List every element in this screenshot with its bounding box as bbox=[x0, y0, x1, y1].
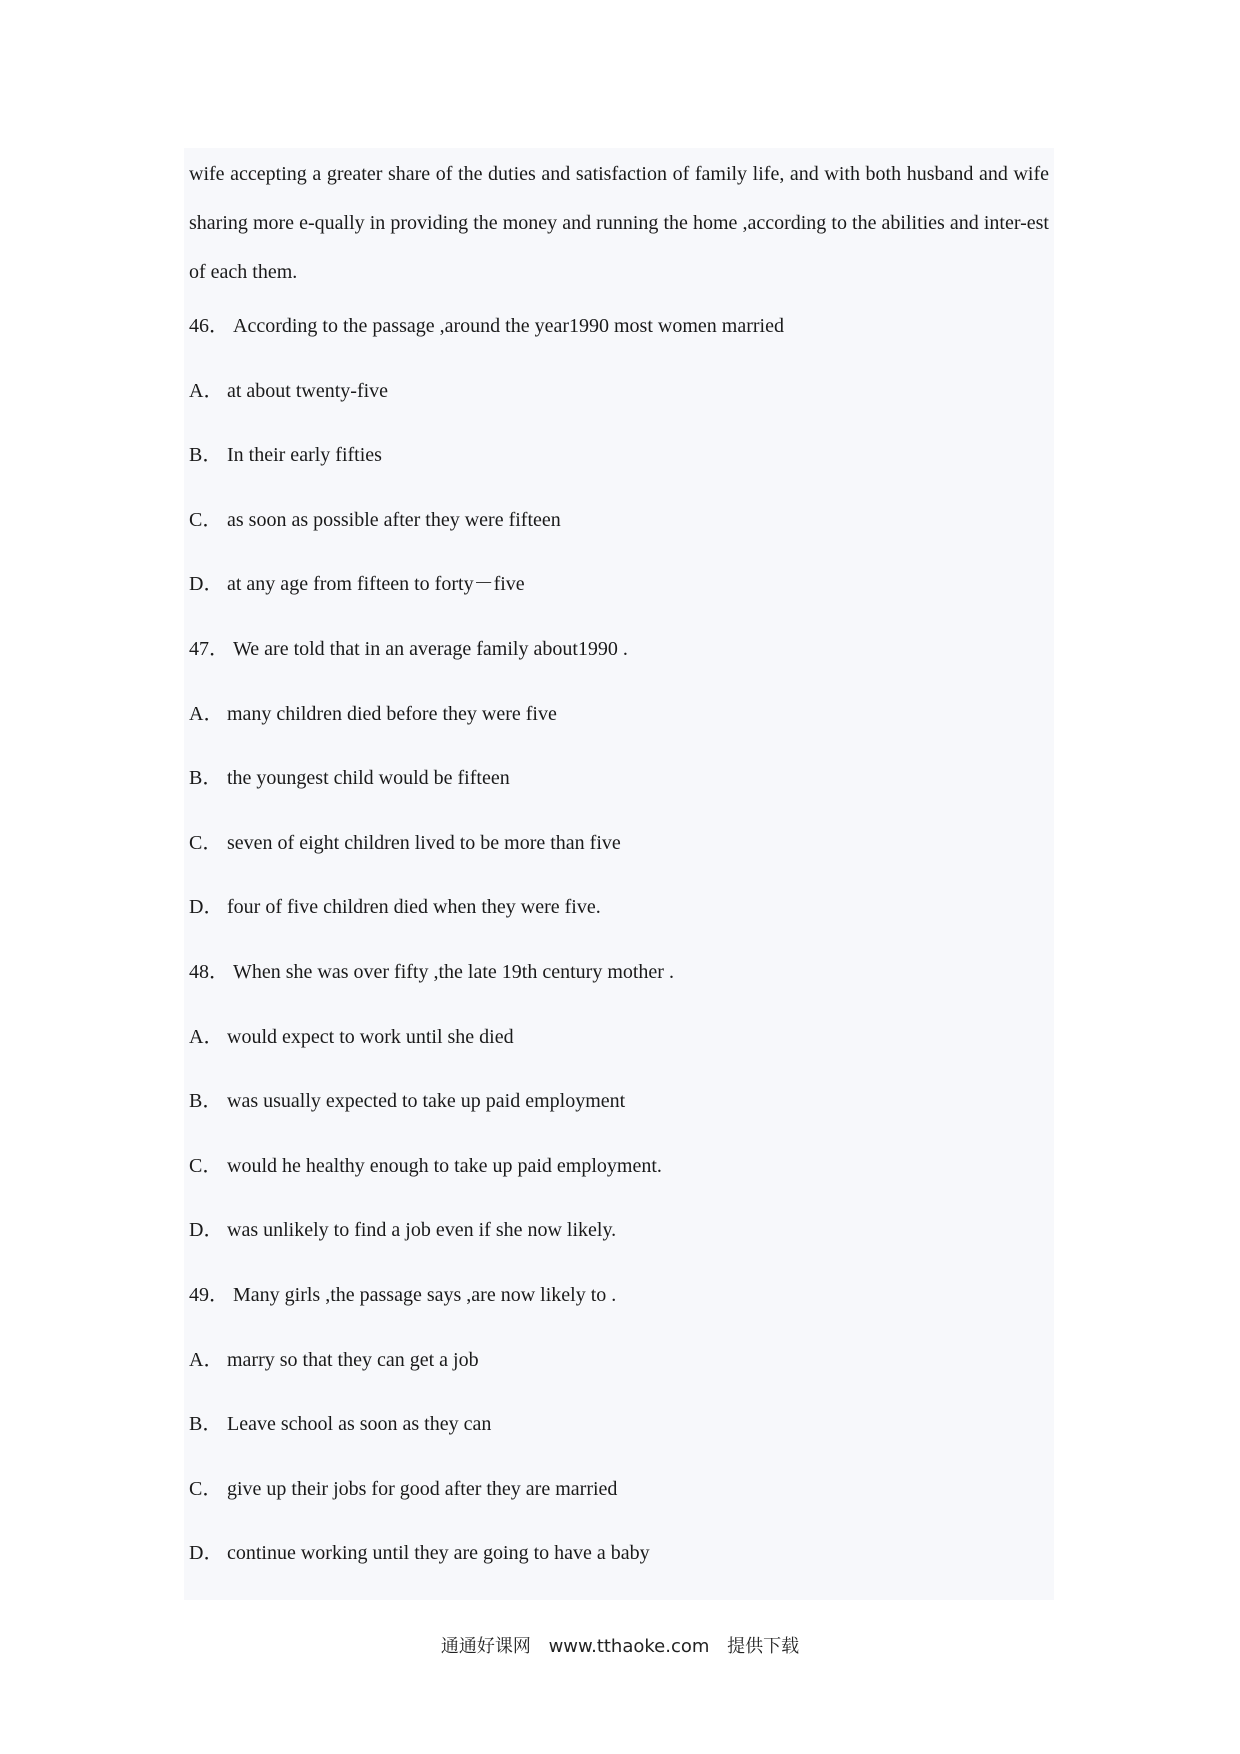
option-text: seven of eight children lived to be more than five bbox=[227, 831, 621, 854]
question-text: We are told that in an average family about1990 . bbox=[233, 637, 628, 660]
question-number: 47． bbox=[189, 637, 229, 660]
question-number: 49． bbox=[189, 1283, 229, 1306]
option-label: D． bbox=[189, 573, 224, 596]
option-label: D． bbox=[189, 896, 224, 919]
option-text: give up their jobs for good after they are married bbox=[227, 1477, 618, 1500]
option-label: B． bbox=[189, 1413, 223, 1436]
option-text: many children died before they were five bbox=[227, 702, 557, 725]
option-text: marry so that they can get a job bbox=[227, 1348, 479, 1371]
question-48 bbox=[189, 958, 1049, 1023]
question-46 bbox=[189, 312, 1049, 377]
question-text: When she was over fifty ,the late 19th century mother . bbox=[233, 960, 674, 983]
option-48-a bbox=[189, 1023, 1049, 1088]
option-49-d bbox=[189, 1539, 1049, 1604]
option-text: would he healthy enough to take up paid employment. bbox=[227, 1154, 662, 1177]
option-label: C． bbox=[189, 831, 223, 854]
option-label: D． bbox=[189, 1219, 224, 1242]
option-46-c bbox=[189, 506, 1049, 571]
option-text: was unlikely to find a job even if she now likely. bbox=[227, 1219, 617, 1242]
option-text: at any age from fifteen to forty－five bbox=[227, 573, 525, 596]
option-49-a bbox=[189, 1346, 1049, 1411]
option-text: was usually expected to take up paid employment bbox=[227, 1090, 626, 1113]
option-46-a bbox=[189, 377, 1049, 442]
question-text: According to the passage ,around the year1990 most women married bbox=[233, 315, 784, 337]
option-label: D． bbox=[189, 1542, 224, 1565]
option-46-b bbox=[189, 441, 1049, 506]
page-footer bbox=[0, 1632, 1240, 1658]
option-label: B． bbox=[189, 444, 223, 467]
option-48-d bbox=[189, 1216, 1049, 1281]
option-47-a bbox=[189, 700, 1049, 765]
option-label: A． bbox=[189, 702, 224, 725]
option-label: C． bbox=[189, 1477, 223, 1500]
option-49-c bbox=[189, 1475, 1049, 1540]
option-label: A． bbox=[189, 1348, 224, 1371]
question-list bbox=[189, 312, 1049, 1604]
option-47-c bbox=[189, 829, 1049, 894]
footer-tagline: 提供下载 bbox=[727, 1636, 800, 1657]
option-text: at about twenty-five bbox=[227, 379, 389, 402]
option-label: B． bbox=[189, 767, 223, 790]
option-47-b bbox=[189, 764, 1049, 829]
footer-site-name: 通通好课网 bbox=[440, 1636, 531, 1657]
option-text: four of five children died when they were five. bbox=[227, 896, 601, 919]
option-label: B． bbox=[189, 1090, 223, 1113]
question-text: Many girls ,the passage says ,are now likely to . bbox=[233, 1283, 617, 1306]
option-48-b bbox=[189, 1087, 1049, 1152]
question-number: 48． bbox=[189, 960, 229, 983]
option-label: A． bbox=[189, 379, 224, 402]
footer-url: www.tthaoke.com bbox=[548, 1636, 710, 1657]
option-label: A． bbox=[189, 1025, 224, 1048]
passage-text: wife accepting a greater share of the duties and satisfaction of family life, and with both husband and wife sharing more e-qually in providing the money and running the home ,according to the abilities and inter-est of each them. bbox=[189, 163, 1049, 283]
option-text: In their early fifties bbox=[227, 444, 382, 467]
option-49-b bbox=[189, 1410, 1049, 1475]
option-text: Leave school as soon as they can bbox=[227, 1413, 492, 1436]
question-49 bbox=[189, 1281, 1049, 1346]
option-label: C． bbox=[189, 508, 223, 531]
option-text: as soon as possible after they were fifteen bbox=[227, 508, 561, 531]
option-text: the youngest child would be fifteen bbox=[227, 767, 510, 790]
option-text: continue working until they are going to have a baby bbox=[227, 1542, 650, 1565]
option-46-d bbox=[189, 570, 1049, 635]
option-47-d bbox=[189, 893, 1049, 958]
option-label: C． bbox=[189, 1154, 223, 1177]
option-text: would expect to work until she died bbox=[227, 1025, 514, 1048]
option-48-c bbox=[189, 1152, 1049, 1217]
question-47 bbox=[189, 635, 1049, 700]
question-number: 46． bbox=[189, 315, 229, 337]
